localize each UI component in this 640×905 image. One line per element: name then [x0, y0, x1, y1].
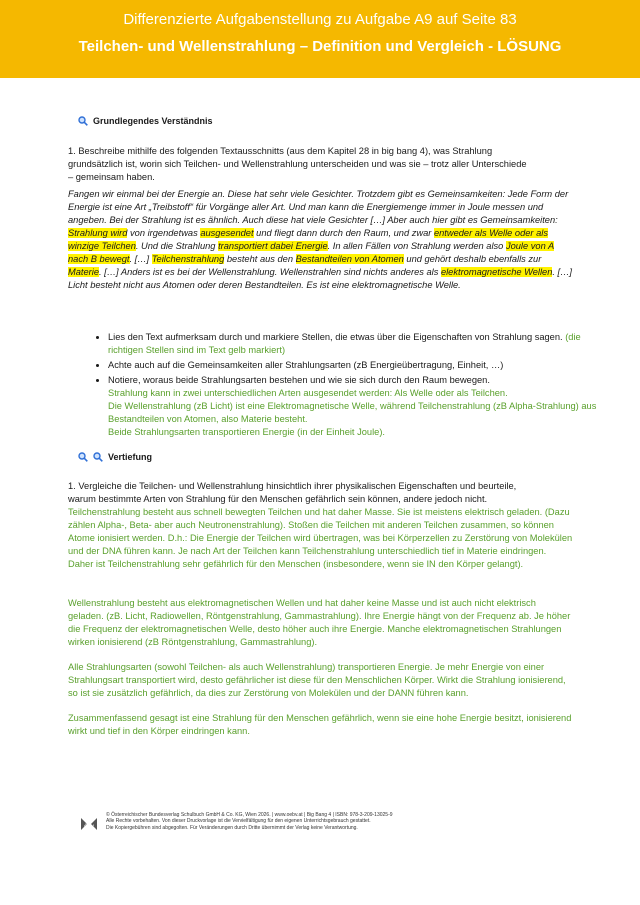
header-title: Differenzierte Aufgabenstellung zu Aufgabe A9 auf Seite 83 — [123, 11, 517, 28]
magnifier-icon — [78, 116, 88, 126]
task2-answer-energy: Alle Strahlungsarten (sowohl Teilchen- als auch Wellenstrahlung) transportieren Energie. Je mehr Energie von einer Strahlungsart transportiert wird, desto gefährlicher ist diese für den Menschlichen Körper. Wirkt die Strahlung ionisierend, so ist sie zusätzlich gefährlich, da dies zur Zerstörung von Molekülen und der DANN führen kann. — [68, 662, 566, 698]
page-header — [0, 0, 640, 78]
section-heading-label: Vertiefung — [108, 452, 153, 462]
footer-line: Alle Rechte vorbehalten. Von dieser Druckvorlage ist die Vervielfältigung für den eigenen Unterrichtsgebrauch gestattet. — [106, 818, 371, 825]
excerpt-highlight: Teilchenstrahlung — [151, 254, 225, 264]
excerpt-highlight: entweder als Welle oder als winzige Teilchen — [68, 228, 548, 251]
bullet-item — [108, 331, 613, 357]
bullet-answer: (die richtigen Stellen sind im Text gelb markiert) — [108, 332, 581, 355]
excerpt-text: . […] — [129, 254, 152, 264]
excerpt-text: von irgendetwas — [127, 228, 201, 238]
bullet-text: Achte auch auf die Gemeinsamkeiten aller Strahlungsarten (zB Energieübertragung, Einheit, …) — [108, 360, 504, 370]
task2-line: warum bestimmte Arten von Strahlung für den Menschen gefährlich sein können, andere jedoch nicht. — [68, 494, 488, 504]
excerpt-highlight: elektromagnetische Wellen — [440, 267, 553, 277]
footer-line: © Österreichischer Bundesverlag Schulbuch GmbH & Co. KG, Wien 2026. | www.oebv.at | Big Bang 4 | ISBN: 978-3-209-13025-9 — [106, 812, 393, 818]
excerpt-highlight: Materie — [68, 267, 100, 277]
excerpt-text: . […] Licht besteht nicht aus Atomen oder deren Bestandteilen. Es ist eine elektromagnetische Welle. — [68, 267, 573, 290]
excerpt-text: . […] Anders ist es bei der Wellenstrahlung. Wellenstrahlen sind nichts anderes als — [99, 267, 441, 277]
task1-instruction — [68, 145, 573, 184]
task2-answer-summary: Zusammenfassend gesagt ist eine Strahlung für den Menschen gefährlich, wenn sie eine hohe Energie besitzt, ionisierend wirkt und tief in den Körper eindringen kann. — [68, 713, 572, 736]
magnifier-icon — [93, 452, 103, 462]
excerpt-text: und fliegt dann durch den Raum, und zwar — [253, 228, 434, 238]
excerpt-highlight: Bestandteilen von Atomen — [295, 254, 404, 264]
task1-line: grundsätzlich ist, worin sich Teilchen- und Wellenstrahlung unterscheiden und was sie – trotz aller Unterschiede — [68, 159, 527, 169]
bullet-item — [108, 374, 613, 439]
bullet-text: Notiere, woraus beide Strahlungsarten bestehen und wie sie sich durch den Raum bewegen. — [108, 375, 490, 385]
excerpt-highlight: transportiert dabei Energie — [218, 241, 328, 251]
section-heading-label: Grundlegendes Verständnis — [93, 116, 213, 126]
task2-line: 1. Vergleiche die Teilchen- und Wellenstrahlung hinsichtlich ihrer physikalischen Eigenschaften und beurteile, — [68, 481, 517, 491]
excerpt-highlight: Joule von A nach B bewegt — [68, 241, 555, 264]
footer-line: Die Kopiergebühren sind abgegolten. Für Veränderungen durch Dritte übernimmt der Verlag keine Verantwortung. — [106, 824, 358, 831]
excerpt-text: Fangen wir einmal bei der Energie an. Diese hat sehr viele Gesichter. Trotzdem gibt es Gemeinsamkeiten: Jede Form der Energie ist eine Art „Treibstoff“ für Vorgänge aller Art. Und man kann die Energiemenge immer in Joule messen und angeben. Bei der Strahlung ist es ähnlich. Auch diese hat viele Gesichter […] Aber auch hier gibt es Gemeinsamkeiten: — [68, 189, 569, 225]
bullet-text: Lies den Text aufmerksam durch und markiere Stellen, die etwas über die Eigenschaften von Strahlung sagen. — [108, 332, 563, 342]
task1-bullet-list — [68, 331, 613, 441]
excerpt-highlight: Strahlung wird — [68, 228, 128, 238]
magnifier-icon — [78, 452, 88, 462]
excerpt-highlight: ausgesendet — [200, 228, 254, 238]
task1-line: – gemeinsam haben. — [68, 172, 155, 182]
text-excerpt — [68, 188, 573, 292]
excerpt-text: . Und die Strahlung — [135, 241, 219, 251]
footer-copyright — [78, 812, 586, 831]
logo-text: öbv — [84, 824, 94, 830]
bullet-answer: Beide Strahlungsarten transportieren Energie (in der Einheit Joule). — [108, 427, 386, 437]
excerpt-text: . In allen Fällen von Strahlung werden also — [327, 241, 506, 251]
bullet-item — [108, 359, 613, 372]
excerpt-text: besteht aus den — [224, 254, 296, 264]
task2-answer-waves: Wellenstrahlung besteht aus elektromagnetischen Wellen und hat daher keine Masse und ist auch nicht elektrisch geladen. (zB. Licht, Radiowellen, Röntgenstrahlung, Gammastrahlung). Ihre Energie hängt von der Frequenz ab. Je höher die Frequenz der elektromagnetischen Welle, desto höher auch ihre Energie. Manche elektromagnetischen Strahlungen wirken ionisierend (zB Röntgenstrahlung, Gammastrahlung). — [68, 598, 571, 647]
section-heading-basic — [78, 116, 213, 126]
excerpt-text: und gehört deshalb ebenfalls zur — [403, 254, 542, 264]
header-subtitle: Teilchen- und Wellenstrahlung – Definition und Vergleich - LÖSUNG — [78, 38, 562, 55]
section-heading-advanced — [78, 452, 152, 462]
bullet-answer: Strahlung kann in zwei unterschiedlichen Arten ausgesendet werden: Als Welle oder als Teilchen. — [108, 388, 508, 398]
task1-line: 1. Beschreibe mithilfe des folgenden Textausschnitts (aus dem Kapitel 28 in big bang 4), was Strahlung — [68, 146, 493, 156]
task2-instruction — [68, 480, 573, 506]
task2-answer-particles: Teilchenstrahlung besteht aus schnell bewegten Teilchen und hat daher Masse. Sie ist meistens elektrisch geladen. (Dazu zählen Alpha-, Beta- aber auch Neutronenstrahlung). Stoßen die Teilchen mit anderen Teilchen zusammen, so können Atome ionisiert werden. D.h.: Die Energie der Teilchen wird übertragen, was bei Körperzellen zu Zerstörung von Molekülen und der DNA führen kann. Je nach Art der Teilchen kann Teilchenstrahlung unterschiedlich tief in Materie eindringen. Daher ist Teilchenstrahlung sehr gefährlich für den Menschen (insbesondere, wenn sie IN den Körper gelangt). — [68, 507, 573, 569]
bullet-answer: Die Wellenstrahlung (zB Licht) ist eine Elektromagnetische Welle, während Teilchenstrahlung (zB Alpha-Strahlung) aus Bestandteilen von Atomen, also Materie besteht. — [108, 401, 597, 424]
